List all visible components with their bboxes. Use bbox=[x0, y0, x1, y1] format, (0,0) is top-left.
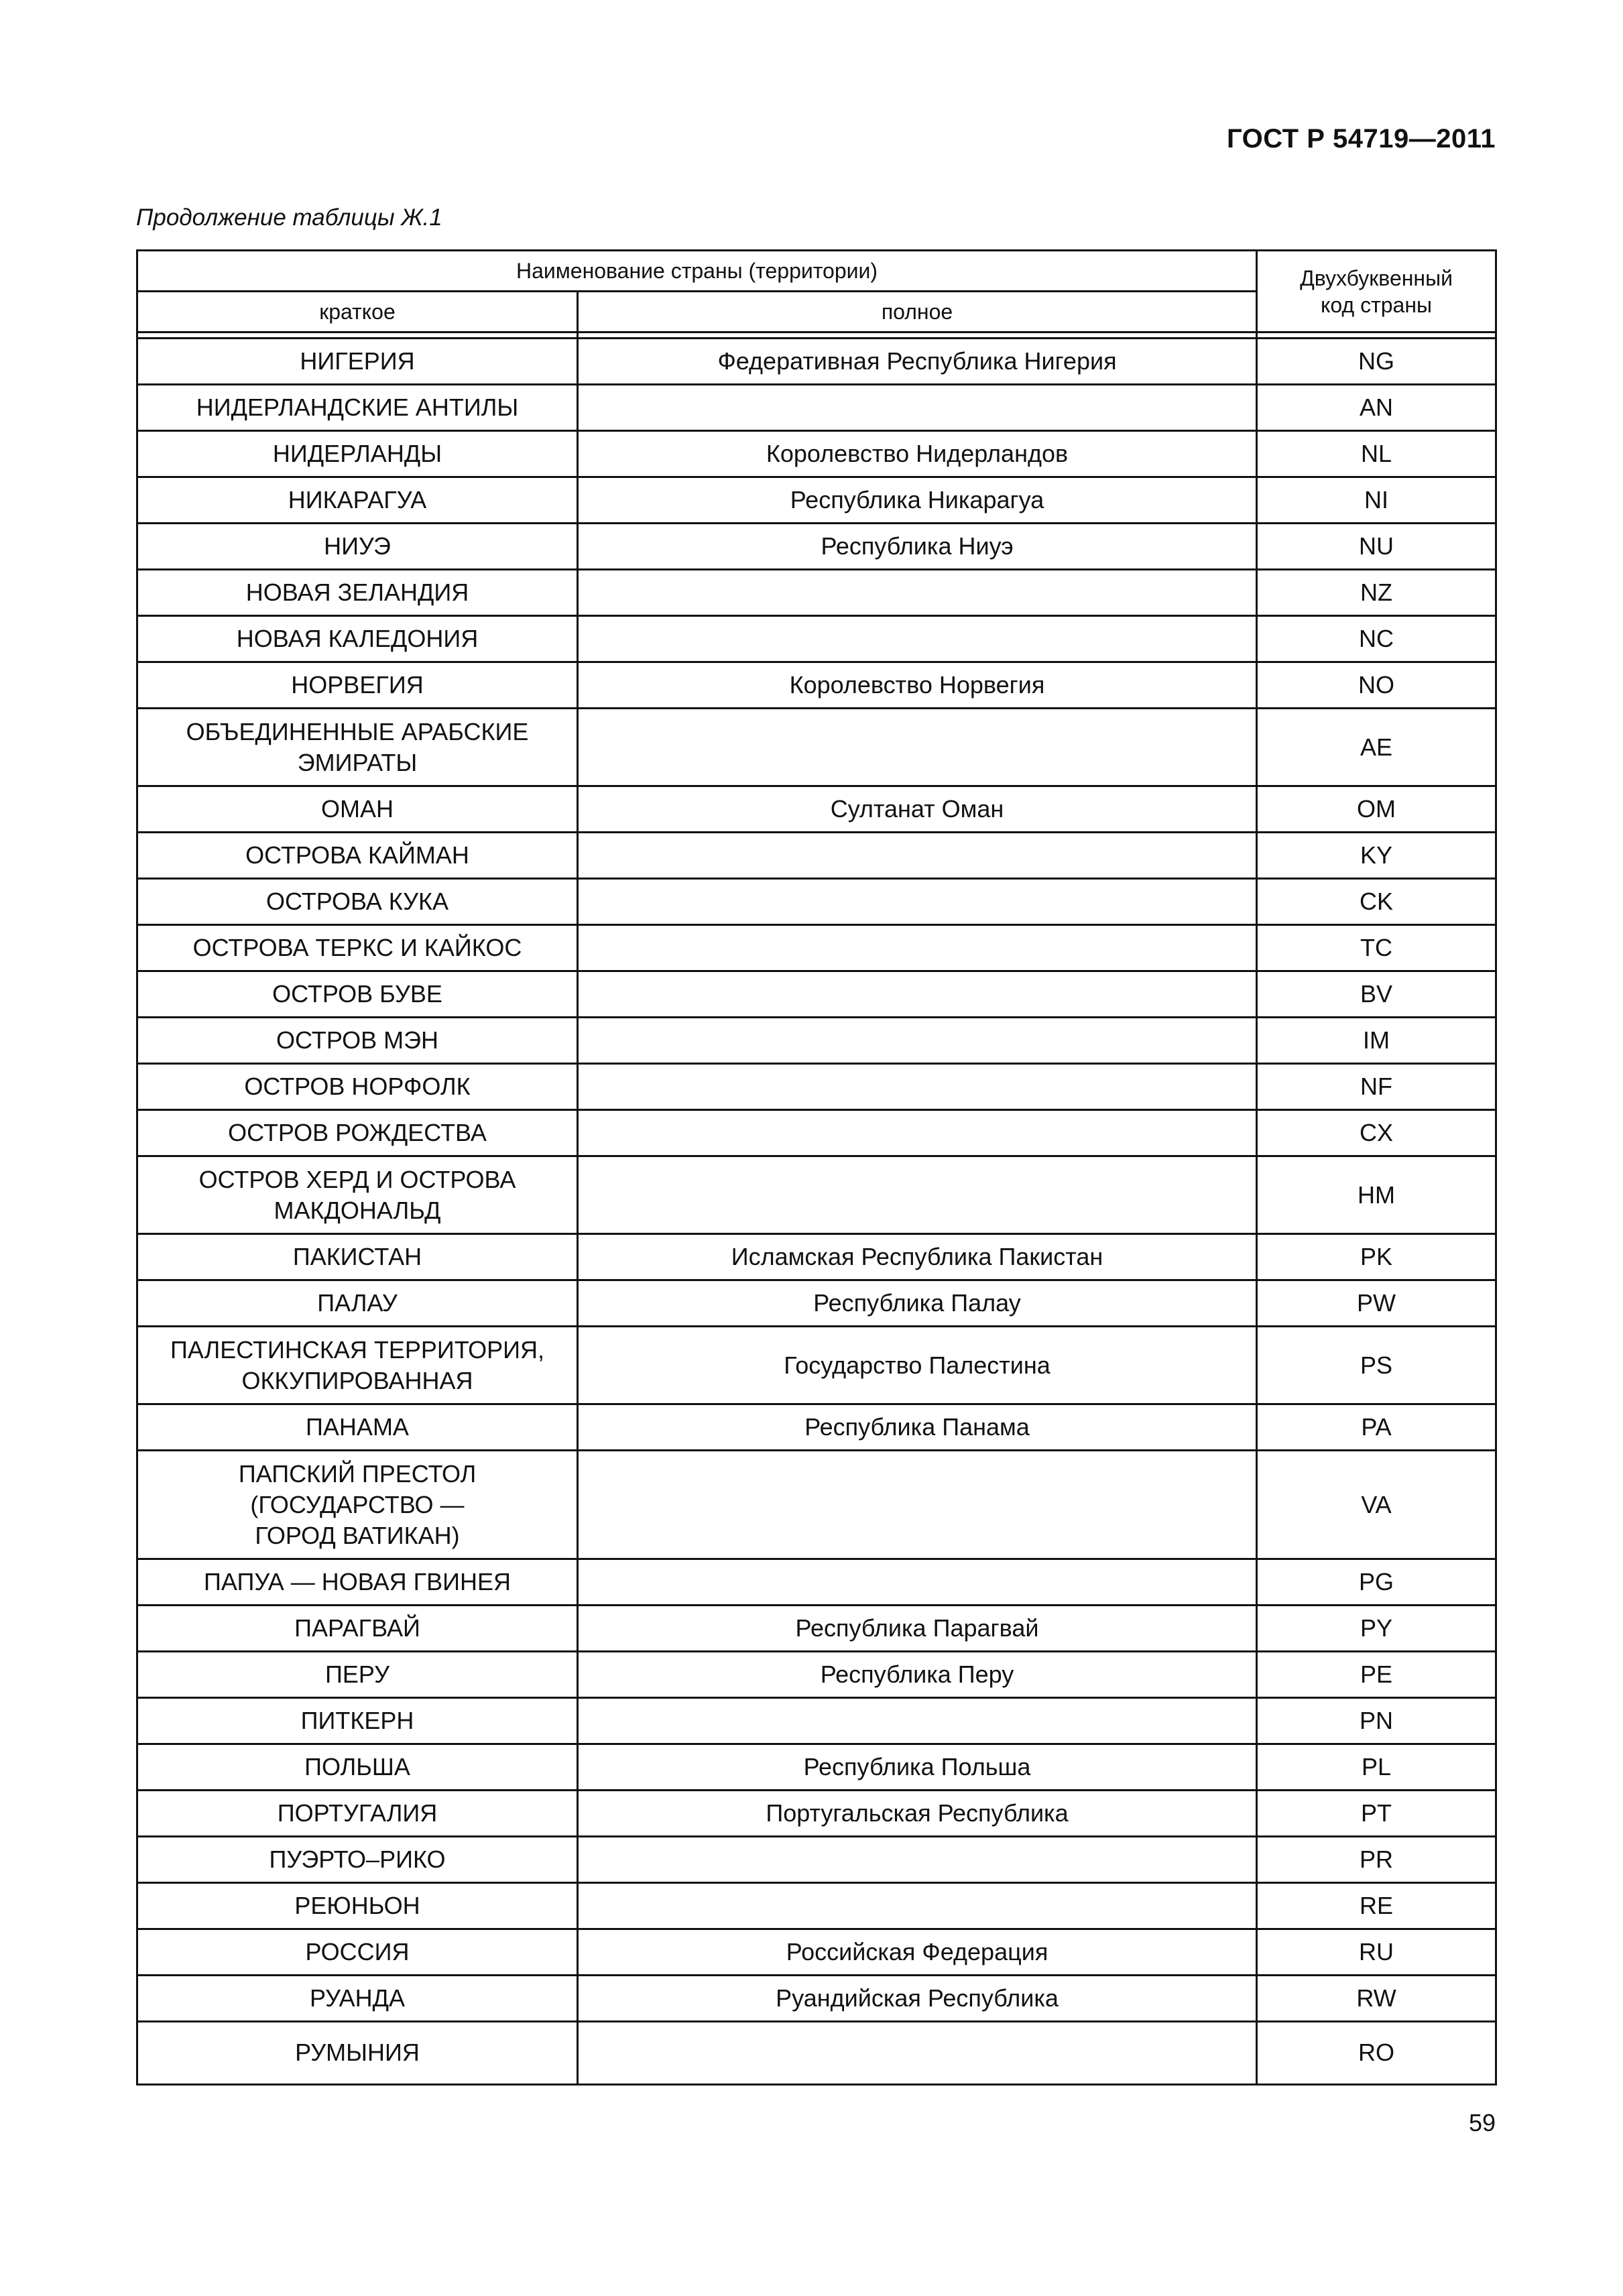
country-code: NF bbox=[1257, 1064, 1496, 1110]
table-row bbox=[137, 1404, 1496, 1451]
header-short: краткое bbox=[137, 292, 578, 333]
table-row bbox=[137, 662, 1496, 709]
full-name: Государство Палестина bbox=[578, 1327, 1257, 1404]
table-row bbox=[137, 431, 1496, 477]
country-code: IM bbox=[1257, 1018, 1496, 1064]
full-name: Республика Никарагуа bbox=[578, 477, 1257, 524]
table-caption: Продолжение таблицы Ж.1 bbox=[136, 204, 442, 231]
country-code: BV bbox=[1257, 971, 1496, 1018]
full-name bbox=[578, 879, 1257, 925]
country-code: PY bbox=[1257, 1606, 1496, 1652]
country-code: NO bbox=[1257, 662, 1496, 709]
table-row bbox=[137, 1327, 1496, 1404]
full-name bbox=[578, 1698, 1257, 1744]
short-name: РОССИЯ bbox=[137, 1929, 578, 1976]
short-name: ПАНАМА bbox=[137, 1404, 578, 1451]
full-name bbox=[578, 570, 1257, 616]
full-name bbox=[578, 1883, 1257, 1929]
country-code: RE bbox=[1257, 1883, 1496, 1929]
table-row bbox=[137, 524, 1496, 570]
country-code: NI bbox=[1257, 477, 1496, 524]
full-name bbox=[578, 1110, 1257, 1156]
country-code: PN bbox=[1257, 1698, 1496, 1744]
short-name: НИГЕРИЯ bbox=[137, 339, 578, 385]
page-number: 59 bbox=[1468, 2109, 1496, 2136]
full-name bbox=[578, 1559, 1257, 1606]
country-code: KY bbox=[1257, 833, 1496, 879]
table-row bbox=[137, 385, 1496, 431]
full-name bbox=[578, 1837, 1257, 1883]
full-name bbox=[578, 971, 1257, 1018]
table-row bbox=[137, 1606, 1496, 1652]
table-row bbox=[137, 339, 1496, 385]
full-name: Республика Перу bbox=[578, 1652, 1257, 1698]
table-row bbox=[137, 971, 1496, 1018]
table-row bbox=[137, 879, 1496, 925]
table-row bbox=[137, 2022, 1496, 2085]
country-codes-table bbox=[136, 249, 1497, 2086]
full-name bbox=[578, 709, 1257, 786]
header-full: полное bbox=[578, 292, 1257, 333]
full-name bbox=[578, 1451, 1257, 1559]
short-name: ПАЛАУ bbox=[137, 1280, 578, 1327]
table-row bbox=[137, 1837, 1496, 1883]
short-name: РЕЮНЬОН bbox=[137, 1883, 578, 1929]
standard-designation: ГОСТ Р 54719—2011 bbox=[1227, 124, 1496, 154]
short-name: ОСТРОВ НОРФОЛК bbox=[137, 1064, 578, 1110]
short-name: НИДЕРЛАНДСКИЕ АНТИЛЫ bbox=[137, 385, 578, 431]
full-name: Республика Парагвай bbox=[578, 1606, 1257, 1652]
short-name: ОСТРОВА КУКА bbox=[137, 879, 578, 925]
short-name: НИКАРАГУА bbox=[137, 477, 578, 524]
country-code: RU bbox=[1257, 1929, 1496, 1976]
short-name: ОСТРОВ ХЕРД И ОСТРОВА МАКДОНАЛЬД bbox=[137, 1156, 578, 1234]
country-code: PE bbox=[1257, 1652, 1496, 1698]
short-name: ОСТРОВА ТЕРКС И КАЙКОС bbox=[137, 925, 578, 971]
full-name: Республика Палау bbox=[578, 1280, 1257, 1327]
full-name bbox=[578, 2022, 1257, 2085]
country-code: PR bbox=[1257, 1837, 1496, 1883]
header-separator bbox=[137, 333, 1496, 339]
country-code: NG bbox=[1257, 339, 1496, 385]
table-row bbox=[137, 616, 1496, 662]
country-code: NC bbox=[1257, 616, 1496, 662]
full-name: Королевство Норвегия bbox=[578, 662, 1257, 709]
table-row bbox=[137, 1883, 1496, 1929]
table-row bbox=[137, 709, 1496, 786]
full-name: Республика Ниуэ bbox=[578, 524, 1257, 570]
country-code: VA bbox=[1257, 1451, 1496, 1559]
full-name: Королевство Нидерландов bbox=[578, 431, 1257, 477]
short-name: ПАЛЕСТИНСКАЯ ТЕРРИТОРИЯ, ОККУПИРОВАННАЯ bbox=[137, 1327, 578, 1404]
table-row bbox=[137, 1280, 1496, 1327]
country-code: PG bbox=[1257, 1559, 1496, 1606]
short-name: НОВАЯ КАЛЕДОНИЯ bbox=[137, 616, 578, 662]
full-name bbox=[578, 1018, 1257, 1064]
header-country-name: Наименование страны (территории) bbox=[137, 251, 1257, 292]
full-name: Португальская Республика bbox=[578, 1791, 1257, 1837]
full-name bbox=[578, 1156, 1257, 1234]
table-row bbox=[137, 1064, 1496, 1110]
table-row bbox=[137, 1698, 1496, 1744]
table-row bbox=[137, 1110, 1496, 1156]
table-row bbox=[137, 1976, 1496, 2022]
country-code: OM bbox=[1257, 786, 1496, 833]
country-code: RO bbox=[1257, 2022, 1496, 2085]
short-name: ОМАН bbox=[137, 786, 578, 833]
table-row bbox=[137, 833, 1496, 879]
short-name: ОСТРОВ БУВЕ bbox=[137, 971, 578, 1018]
country-code: CX bbox=[1257, 1110, 1496, 1156]
country-code: CK bbox=[1257, 879, 1496, 925]
short-name: ПУЭРТО–РИКО bbox=[137, 1837, 578, 1883]
table-row bbox=[137, 786, 1496, 833]
table-row bbox=[137, 1234, 1496, 1280]
short-name: ПОЛЬША bbox=[137, 1744, 578, 1791]
country-code: PW bbox=[1257, 1280, 1496, 1327]
country-code: NZ bbox=[1257, 570, 1496, 616]
table-row bbox=[137, 477, 1496, 524]
country-code: HM bbox=[1257, 1156, 1496, 1234]
short-name: НИУЭ bbox=[137, 524, 578, 570]
country-code: PK bbox=[1257, 1234, 1496, 1280]
table-body bbox=[137, 251, 1496, 2085]
full-name: Руандийская Республика bbox=[578, 1976, 1257, 2022]
full-name bbox=[578, 833, 1257, 879]
full-name bbox=[578, 616, 1257, 662]
full-name bbox=[578, 1064, 1257, 1110]
short-name: РУАНДА bbox=[137, 1976, 578, 2022]
table-row bbox=[137, 1791, 1496, 1837]
country-code: RW bbox=[1257, 1976, 1496, 2022]
table-row bbox=[137, 1451, 1496, 1559]
full-name: Российская Федерация bbox=[578, 1929, 1257, 1976]
table-row bbox=[137, 1559, 1496, 1606]
short-name: ПИТКЕРН bbox=[137, 1698, 578, 1744]
country-code: PS bbox=[1257, 1327, 1496, 1404]
header-code: Двухбуквенный код страны bbox=[1257, 251, 1496, 333]
table-row bbox=[137, 1018, 1496, 1064]
country-code: PT bbox=[1257, 1791, 1496, 1837]
table-row bbox=[137, 1652, 1496, 1698]
country-code: NL bbox=[1257, 431, 1496, 477]
full-name bbox=[578, 925, 1257, 971]
full-name: Исламская Республика Пакистан bbox=[578, 1234, 1257, 1280]
short-name: ПАКИСТАН bbox=[137, 1234, 578, 1280]
table-row bbox=[137, 570, 1496, 616]
short-name: ПАРАГВАЙ bbox=[137, 1606, 578, 1652]
table-row bbox=[137, 1929, 1496, 1976]
table-row bbox=[137, 925, 1496, 971]
short-name: ОБЪЕДИНЕННЫЕ АРАБСКИЕ ЭМИРАТЫ bbox=[137, 709, 578, 786]
short-name: НИДЕРЛАНДЫ bbox=[137, 431, 578, 477]
short-name: НОРВЕГИЯ bbox=[137, 662, 578, 709]
short-name: ПАПСКИЙ ПРЕСТОЛ (ГОСУДАРСТВО — ГОРОД ВАТИКАН) bbox=[137, 1451, 578, 1559]
short-name: ОСТРОВ РОЖДЕСТВА bbox=[137, 1110, 578, 1156]
short-name: НОВАЯ ЗЕЛАНДИЯ bbox=[137, 570, 578, 616]
full-name: Федеративная Республика Нигерия bbox=[578, 339, 1257, 385]
full-name: Республика Панама bbox=[578, 1404, 1257, 1451]
table-row bbox=[137, 1744, 1496, 1791]
country-code: AN bbox=[1257, 385, 1496, 431]
short-name: ПОРТУГАЛИЯ bbox=[137, 1791, 578, 1837]
country-code: PL bbox=[1257, 1744, 1496, 1791]
full-name: Республика Польша bbox=[578, 1744, 1257, 1791]
short-name: ОСТРОВ МЭН bbox=[137, 1018, 578, 1064]
country-code: PA bbox=[1257, 1404, 1496, 1451]
short-name: РУМЫНИЯ bbox=[137, 2022, 578, 2085]
short-name: ОСТРОВА КАЙМАН bbox=[137, 833, 578, 879]
table-row bbox=[137, 1156, 1496, 1234]
full-name bbox=[578, 385, 1257, 431]
full-name: Султанат Оман bbox=[578, 786, 1257, 833]
country-code: TC bbox=[1257, 925, 1496, 971]
short-name: ПЕРУ bbox=[137, 1652, 578, 1698]
country-code: NU bbox=[1257, 524, 1496, 570]
header-row-group bbox=[137, 251, 1496, 292]
country-code: AE bbox=[1257, 709, 1496, 786]
short-name: ПАПУА — НОВАЯ ГВИНЕЯ bbox=[137, 1559, 578, 1606]
